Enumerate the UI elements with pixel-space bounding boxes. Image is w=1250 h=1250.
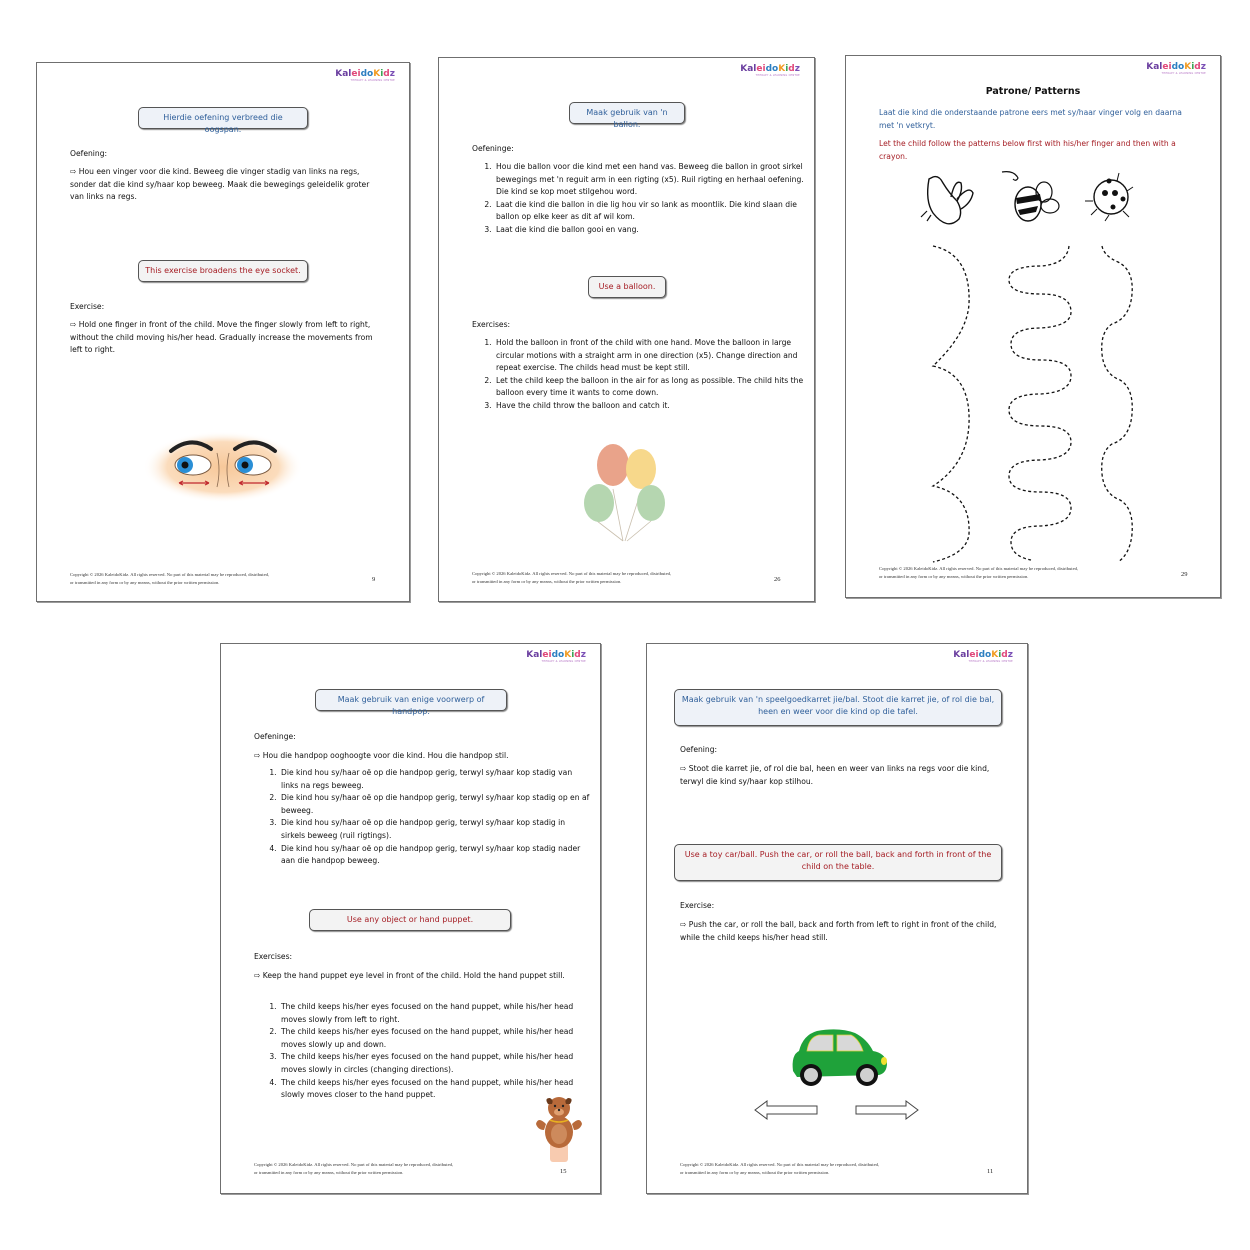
toy-car-icon: [789, 1027, 889, 1087]
af-heading-box: Maak gebruik van enige voorwerp of handpop.: [315, 689, 507, 711]
en-label: Exercises:: [472, 320, 511, 329]
en-text: ⇨ Push the car, or roll the ball, back and forth from left to right in front of the child, while the child keeps his/her head still.: [680, 920, 997, 942]
logo-tagline: THERAPY & LEARNING CENTRE: [350, 79, 395, 82]
copyright: Copyright © 2026 KaleidoKidz. All rights reserved. No part of this material may be reproduced, distributed, or transmitted in any form or by any means, without the prior written permission.: [472, 571, 672, 584]
copyright: Copyright © 2026 KaleidoKidz. All rights reserved. No part of this material may be reproduced, distributed, or transmitted in any form or by any means, without the prior written permission.: [879, 566, 1079, 579]
en-label: Exercise:: [680, 901, 715, 910]
page-29: [845, 55, 1221, 598]
page-number: 26: [774, 576, 781, 583]
en-intro: ⇨ Keep the hand puppet eye level in front of the child. Hold the hand puppet still.: [254, 971, 565, 980]
en-heading-box: Use a toy car/ball. Push the car, or roll the ball, back and forth in front of the child on the table.: [674, 844, 1002, 881]
logo: [953, 650, 1013, 663]
list-item: 3. Die kind hou sy/haar oë op die handpop gerig, terwyl sy/haar kop stadig in sirkels beweeg (ruil rigtings).: [279, 817, 591, 842]
page-15: [220, 643, 601, 1194]
list-item: 2. Let the child keep the balloon in the air for as long as possible. The child hits the balloon every time it wants to come down.: [494, 375, 804, 400]
dashed-pattern-curve: [1098, 244, 1148, 564]
page-9: [36, 62, 410, 602]
list-item: 2. The child keeps his/her eyes focused on the hand puppet, while his/her head moves slowly up and down.: [279, 1026, 591, 1051]
dashed-pattern-wave: [1001, 244, 1081, 564]
logo-text: KaleidoKidz: [953, 650, 1013, 660]
logo-tagline: THERAPY & LEARNING CENTRE: [755, 74, 800, 77]
arrow-right-icon: [854, 1098, 920, 1122]
en-label: Exercises:: [254, 952, 293, 961]
logo-text: KaleidoKidz: [526, 650, 586, 660]
af-label: Oefening:: [680, 745, 718, 754]
af-text: ⇨ Hou een vinger voor die kind. Beweeg die vinger stadig van links na regs, sonder dat die kind sy/haar kop beweeg. Maak die bewegings geleidelik groter van links na regs.: [70, 167, 370, 202]
en-heading-box: Use a balloon.: [588, 276, 666, 298]
logo: [740, 64, 800, 77]
list-item: 2. Laat die kind die ballon in die lig hou vir so lank as moontlik. Die kind slaan die ballon op elke keer as dit af wil kom.: [494, 199, 804, 224]
page-26: [438, 57, 815, 602]
bee-icon: [1000, 168, 1060, 228]
copyright: Copyright © 2026 KaleidoKidz. All rights reserved. No part of this material may be reproduced, distributed, or transmitted in any form or by any means, without the prior written permission.: [70, 572, 270, 585]
bunny-icon: [919, 171, 979, 231]
en-text: ⇨ Hold one finger in front of the child. Move the finger slowly from left to right, without the child moving his/her head. Gradually increase the movements from left to right.: [70, 320, 373, 355]
logo-text: KaleidoKidz: [335, 69, 395, 79]
logo-tagline: THERAPY & LEARNING CENTRE: [968, 660, 1013, 663]
logo-text: KaleidoKidz: [740, 64, 800, 74]
logo: [1146, 62, 1206, 75]
logo-tagline: THERAPY & LEARNING CENTRE: [541, 660, 586, 663]
copyright: Copyright © 2026 KaleidoKidz. All rights reserved. No part of this material may be reproduced, distributed, or transmitted in any form or by any means, without the prior written permission.: [680, 1162, 880, 1175]
af-label: Oefeninge:: [472, 144, 514, 153]
list-item: 3. Laat die kind die ballon gooi en vang.: [494, 224, 804, 237]
page-number: 15: [560, 1168, 567, 1175]
af-label: Oefeninge:: [254, 732, 296, 741]
af-heading-box: Maak gebruik van 'n speelgoedkarret jie/bal. Stoot die karret jie, of rol die bal, heen en weer voor die kind op die tafel.: [674, 689, 1002, 726]
logo: [335, 69, 395, 82]
list-item: 1. The child keeps his/her eyes focused on the hand puppet, while his/her head moves slowly from left to right.: [279, 1001, 591, 1026]
eyes-icon: [143, 425, 303, 505]
af-text: ⇨ Stoot die karret jie, of rol die bal, heen en weer van links na regs voor die kind, terwyl die kind sy/haar kop stilhou.: [680, 764, 990, 786]
en-heading-box: This exercise broadens the eye socket.: [138, 260, 308, 282]
logo: [526, 650, 586, 663]
ladybug-icon: [1083, 171, 1143, 231]
hand-puppet-icon: [534, 1094, 584, 1164]
af-list: [257, 767, 591, 868]
af-heading-box: Maak gebruik van 'n ballon.: [569, 102, 685, 124]
en-instruction: Let the child follow the patterns below first with his/her finger and then with a crayon.: [879, 139, 1176, 161]
en-list: [472, 337, 804, 413]
list-item: 3. Have the child throw the balloon and catch it.: [494, 400, 804, 413]
af-instruction: Laat die kind die onderstaande patrone eers met sy/haar vinger volg en daarna met 'n vetkryt.: [879, 108, 1182, 130]
page-number: 9: [372, 576, 376, 583]
af-list: [472, 161, 804, 237]
af-intro: ⇨ Hou die handpop ooghoogte voor die kind. Hou die handpop stil.: [254, 751, 509, 760]
arrow-left-icon: [753, 1098, 819, 1122]
balloons-icon: [581, 441, 671, 551]
list-item: 1. Hold the balloon in front of the child with one hand. Move the balloon in large circular motions with a straight arm in one direction (x5). Change direction and repeat exercise. The childs head must be kept still.: [494, 337, 804, 375]
dashed-pattern-scallop: [931, 244, 981, 564]
list-item: 4. The child keeps his/her eyes focused on the hand puppet, while his/her head slowly moves closer to the hand puppet.: [279, 1077, 591, 1102]
list-item: 4. Die kind hou sy/haar oë op die handpop gerig, terwyl sy/haar kop stadig nader aan die handpop beweeg.: [279, 843, 591, 868]
logo-text: KaleidoKidz: [1146, 62, 1206, 72]
list-item: 2. Die kind hou sy/haar oë op die handpop gerig, terwyl sy/haar kop stadig op en af beweeg.: [279, 792, 591, 817]
en-heading-box: Use any object or hand puppet.: [309, 909, 511, 931]
list-item: 3. The child keeps his/her eyes focused on the hand puppet, while his/her head moves slowly in circles (changing directions).: [279, 1051, 591, 1076]
en-label: Exercise:: [70, 302, 105, 311]
af-heading-box: Hierdie oefening verbreed die oogspan.: [138, 107, 308, 129]
logo-tagline: THERAPY & LEARNING CENTRE: [1161, 72, 1206, 75]
list-item: 1. Die kind hou sy/haar oë op die handpop gerig, terwyl sy/haar kop stadig van links na regs beweeg.: [279, 767, 591, 792]
copyright: Copyright © 2026 KaleidoKidz. All rights reserved. No part of this material may be reproduced, distributed, or transmitted in any form or by any means, without the prior written permission.: [254, 1162, 454, 1175]
af-label: Oefening:: [70, 149, 108, 158]
list-item: 1. Hou die ballon voor die kind met een hand vas. Beweeg die ballon in groot sirkel bewegings met 'n reguit arm in een rigting (x5). Ruil rigting en herhaal oefening. Die kind se kop moet stilgehou word.: [494, 161, 804, 199]
page-number: 11: [987, 1168, 994, 1175]
page-11: [646, 643, 1028, 1194]
page-number: 29: [1181, 571, 1188, 578]
en-list: [257, 1001, 591, 1102]
page-title: Patrone/ Patterns: [985, 86, 1081, 97]
